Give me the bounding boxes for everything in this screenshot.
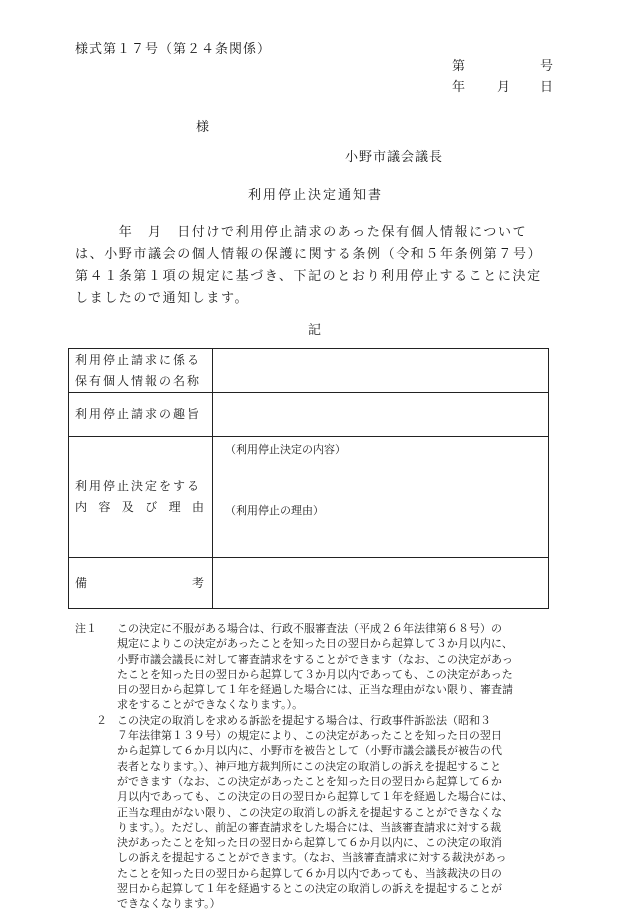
- info-name-field[interactable]: [213, 349, 549, 393]
- row-label-line: [75, 573, 206, 594]
- document-title: 利用停止決定通知書: [248, 188, 384, 203]
- body-line: しましたので通知します。: [75, 291, 250, 306]
- body-line: 年 月 日付けで利用停止請求のあった保有個人情報について: [75, 225, 528, 240]
- row-label-name: [69, 349, 213, 393]
- note-line: 決があったことを知った日の翌日から起算して６か月以内に、この決定の取消: [117, 836, 502, 850]
- note-line: できなくなります。）: [117, 897, 221, 911]
- row-label-line: 利用停止請求に係る: [75, 352, 202, 367]
- table-row: [69, 437, 549, 558]
- note-line: この決定の取消しを求める訴訟を提起する場合は、行政事件訴訟法（昭和３: [117, 713, 491, 727]
- note-line: ７年法律第１３９号）の規定により、この決定があったことを知った日の翌日: [117, 729, 502, 743]
- decision-field[interactable]: [213, 437, 549, 558]
- table-row: [69, 393, 549, 437]
- row-label-remarks: [69, 558, 213, 609]
- table-row: [69, 349, 549, 393]
- note-line: 小野市議会議長に対して審査請求をすることができます（なお、この決定があっ: [117, 652, 513, 666]
- note-line: しの訴えを提起することができます。（なお、当該審査請求に対する裁決があっ: [117, 851, 507, 865]
- date-year-label: 年: [452, 80, 466, 95]
- note-body: [117, 621, 513, 713]
- document-number-suffix: 号: [540, 59, 554, 74]
- form-number: 様式第１７号（第２４条関係）: [75, 42, 272, 57]
- row-label-line: 保有個人情報の名称: [75, 373, 202, 388]
- note-1: [75, 621, 560, 713]
- row-label-line: 利用停止請求の趣旨: [75, 407, 202, 421]
- row-label-line: 利用停止決定をする: [75, 479, 202, 493]
- label-char: 由: [191, 500, 206, 514]
- recipient-honorific: 様: [196, 120, 210, 135]
- label-char: 内: [75, 500, 90, 514]
- decision-reason-label: （利用停止の理由）: [225, 504, 324, 517]
- note-line: 月以内であっても、この決定の日の翌日から起算して１年を経過した場合には、: [117, 790, 513, 804]
- remarks-field[interactable]: [213, 558, 549, 609]
- note-line: たことを知った日の翌日から起算して３か月以内であっても、この決定があった: [117, 667, 513, 681]
- table-row: [69, 558, 549, 609]
- note-line: 翌日から起算して１年を経過するとこの決定の取消しの訴えを提起することが: [117, 882, 502, 896]
- label-char: 及: [121, 500, 136, 514]
- decision-content-label: （利用停止決定の内容）: [225, 443, 346, 456]
- label-char: 理: [168, 500, 183, 514]
- label-char: 考: [191, 575, 206, 590]
- body-line: は、小野市議会の個人情報の保護に関する条例（令和５年条例第７号）: [75, 247, 543, 262]
- note-line: 表者となります。）、神戸地方裁判所にこの決定の取消しの訴えを提起すること: [117, 759, 502, 773]
- note-line: たことを知った日の翌日から起算して６か月以内であっても、当該裁決の日の: [117, 866, 502, 880]
- body-line: 第４１条第１項の規定に基づき、下記のとおり利用停止することに決定: [75, 269, 542, 284]
- row-label-purpose: [69, 393, 213, 437]
- note-line: 日の翌日から起算して１年を経過した場合には、正当な理由がない限り、審査請: [117, 683, 513, 697]
- sender-name: 小野市議会議長: [345, 150, 444, 165]
- request-purpose-field[interactable]: [213, 393, 549, 437]
- note-2: [75, 713, 560, 912]
- date-day-label: 日: [540, 80, 554, 95]
- document-number-prefix: 第: [452, 59, 466, 74]
- label-char: 備: [75, 575, 90, 590]
- note-body: [117, 713, 513, 912]
- ki-heading: 記: [308, 323, 322, 338]
- label-char: 容: [98, 500, 113, 514]
- note-line: 求をすることができなくなります。）。: [117, 698, 304, 712]
- body-paragraph: [75, 222, 555, 310]
- row-label-line: [75, 497, 206, 518]
- note-line: この決定に不服がある場合は、行政不服審査法（平成２６年法律第６８号）の: [117, 622, 502, 635]
- note-label: ２: [96, 713, 107, 727]
- note-label: 注１: [75, 622, 97, 635]
- row-label-decision: [69, 437, 213, 558]
- note-line: ができます（なお、この決定があったことを知った日の翌日から起算して６か: [117, 774, 502, 788]
- notice-table: [68, 348, 549, 609]
- note-line: 規定によりこの決定があったことを知った日の翌日から起算して３か月以内に、: [117, 637, 513, 651]
- notes-section: [75, 621, 560, 912]
- date-month-label: 月: [497, 80, 511, 95]
- note-line: から起算して６か月以内に、小野市を被告として（小野市議会議長が被告の代: [117, 744, 502, 758]
- label-char: び: [145, 500, 160, 514]
- note-line: 正当な理由がない限り、この決定の取消しの訴えを提起することができなくな: [117, 805, 502, 819]
- note-line: ります。）。ただし、前記の審査請求をした場合には、当該審査請求に対する裁: [117, 820, 502, 834]
